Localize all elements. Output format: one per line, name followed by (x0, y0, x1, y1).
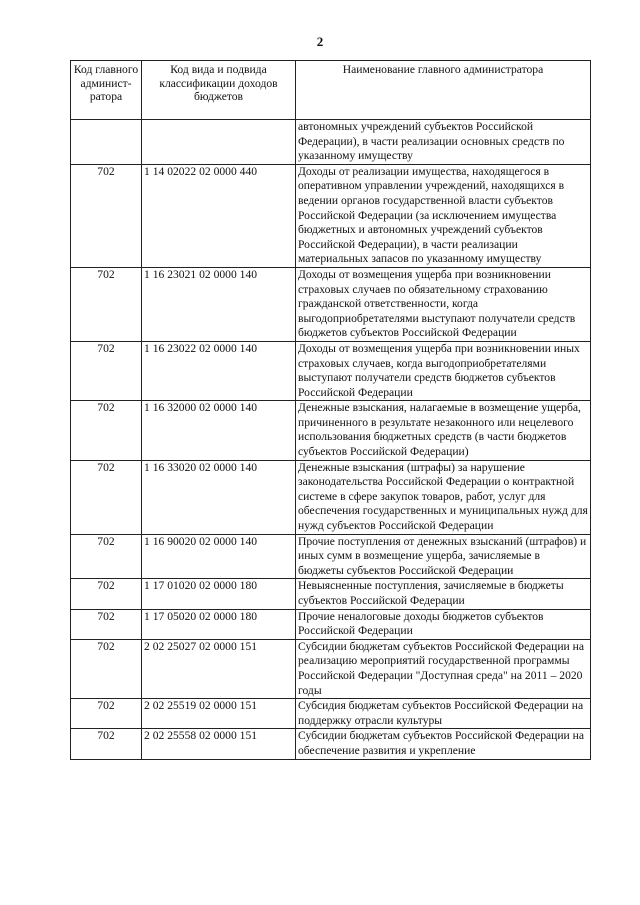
administrator-name-cell: Прочие неналоговые доходы бюджетов субъектов Российской Федерации (296, 609, 591, 639)
admin-code-cell: 702 (71, 639, 142, 698)
table-row (71, 267, 591, 341)
classification-code-cell (142, 120, 296, 165)
classification-code-cell: 1 16 33020 02 0000 140 (142, 460, 296, 534)
table-row (71, 534, 591, 579)
header-administrator-name: Наименование главного администратора (296, 61, 591, 120)
table-row (71, 639, 591, 698)
admin-code-cell: 702 (71, 699, 142, 729)
table-row (71, 341, 591, 400)
administrator-name-cell: Невыясненные поступления, зачисляемые в бюджеты субъектов Российской Федерации (296, 579, 591, 609)
table-row (71, 164, 591, 267)
table-row (71, 609, 591, 639)
classification-code-cell: 1 17 05020 02 0000 180 (142, 609, 296, 639)
classification-code-cell: 2 02 25519 02 0000 151 (142, 699, 296, 729)
table-header-row (71, 61, 591, 120)
classification-code-cell: 1 16 32000 02 0000 140 (142, 401, 296, 460)
admin-code-cell: 702 (71, 579, 142, 609)
administrator-name-cell: Денежные взыскания, налагаемые в возмещение ущерба, причиненного в результате незаконного или нецелевого использования бюджетных средств (в части бюджетов субъектов Российской Федерации) (296, 401, 591, 460)
administrator-name-cell: Субсидии бюджетам субъектов Российской Федерации на обеспечение развития и укрепление (296, 729, 591, 759)
classification-code-cell: 1 16 23021 02 0000 140 (142, 267, 296, 341)
table-row (71, 120, 591, 165)
admin-code-cell: 702 (71, 267, 142, 341)
table-row (71, 401, 591, 460)
table-row (71, 729, 591, 759)
admin-code-cell: 702 (71, 729, 142, 759)
admin-code-cell: 702 (71, 534, 142, 579)
classification-code-cell: 1 16 90020 02 0000 140 (142, 534, 296, 579)
classification-code-cell: 1 16 23022 02 0000 140 (142, 341, 296, 400)
administrator-name-cell: Доходы от реализации имущества, находящегося в оперативном управлении учреждений, находящихся в ведении органов государственной власти субъектов Российской Федерации (за исключением имущества бюджетных и автономных учреждений субъектов Российской Федерации), в части реализации материальных запасов по указанному имуществу (296, 164, 591, 267)
classification-code-cell: 1 14 02022 02 0000 440 (142, 164, 296, 267)
administrators-table (70, 60, 591, 760)
administrator-name-cell: Субсидия бюджетам субъектов Российской Федерации на поддержку отрасли культуры (296, 699, 591, 729)
admin-code-cell: 702 (71, 341, 142, 400)
admin-code-cell (71, 120, 142, 165)
header-classification-code: Код вида и подвида классификации доходов бюджетов (142, 61, 296, 120)
classification-code-cell: 2 02 25558 02 0000 151 (142, 729, 296, 759)
administrator-name-cell: Денежные взыскания (штрафы) за нарушение законодательства Российской Федерации о контрактной системе в сфере закупок товаров, работ, услуг для обеспечения государственных и муниципальных нужд для нужд субъектов Российской Федерации (296, 460, 591, 534)
page-number: 2 (316, 34, 324, 49)
administrator-name-cell: автономных учреждений субъектов Российской Федерации), в части реализации основных средств по указанному имуществу (296, 120, 591, 165)
table-row (71, 699, 591, 729)
classification-code-cell: 2 02 25027 02 0000 151 (142, 639, 296, 698)
admin-code-cell: 702 (71, 164, 142, 267)
admin-code-cell: 702 (71, 609, 142, 639)
admin-code-cell: 702 (71, 401, 142, 460)
administrator-name-cell: Прочие поступления от денежных взысканий (штрафов) и иных сумм в возмещение ущерба, зачисляемые в бюджеты субъектов Российской Федерации (296, 534, 591, 579)
administrator-name-cell: Субсидии бюджетам субъектов Российской Федерации на реализацию мероприятий государственной программы Российской Федерации "Доступная среда" на 2011 – 2020 годы (296, 639, 591, 698)
classification-code-cell: 1 17 01020 02 0000 180 (142, 579, 296, 609)
administrator-name-cell: Доходы от возмещения ущерба при возникновении иных страховых случаев, когда выгодоприобретателями выступают получатели средств бюджетов субъектов Российской Федерации (296, 341, 591, 400)
table-row (71, 460, 591, 534)
admin-code-cell: 702 (71, 460, 142, 534)
table-row (71, 579, 591, 609)
header-admin-code: Код главного админист- ратора (71, 61, 142, 120)
administrator-name-cell: Доходы от возмещения ущерба при возникновении страховых случаев по обязательному страхованию гражданской ответственности, когда выгодоприобретателями выступают получатели средств бюджетов субъектов Российской Федерации (296, 267, 591, 341)
